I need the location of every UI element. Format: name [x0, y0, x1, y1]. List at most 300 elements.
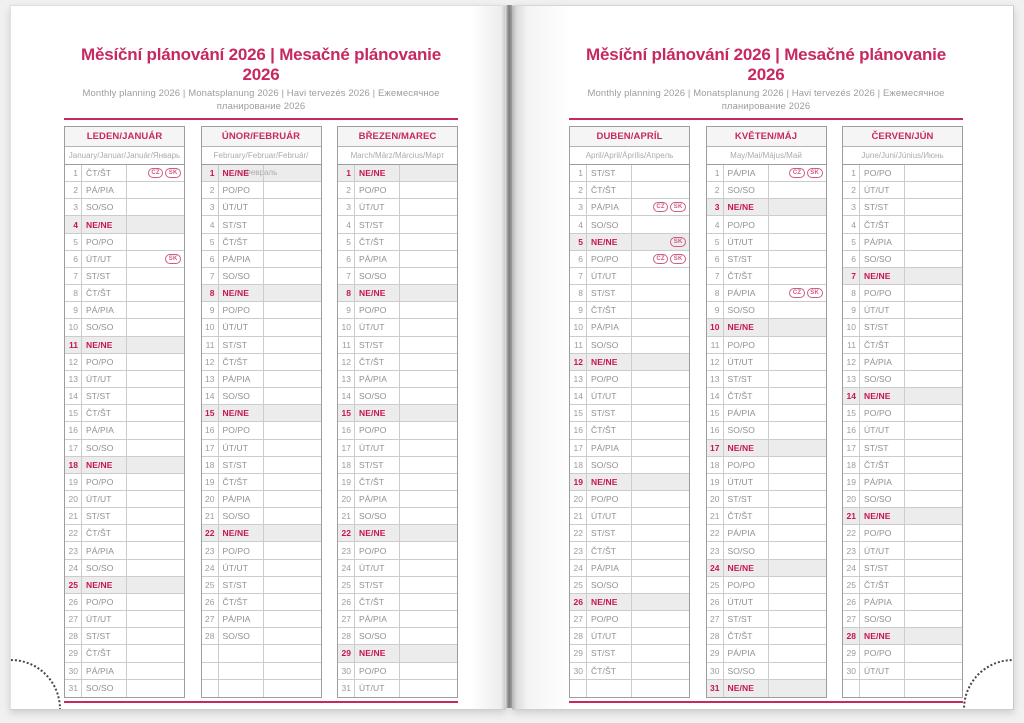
day-row [65, 594, 184, 611]
day-number: 10 [65, 319, 82, 335]
day-number: 20 [202, 491, 219, 507]
day-number: 3 [707, 199, 724, 215]
day-number: 3 [338, 199, 355, 215]
day-number: 4 [707, 216, 724, 232]
day-row [202, 388, 321, 405]
day-number: 26 [570, 594, 587, 610]
day-row [202, 268, 321, 285]
day-row [707, 199, 826, 216]
day-row [202, 645, 321, 662]
day-note-area [127, 354, 184, 370]
day-of-week: SO/SO [82, 319, 127, 335]
day-note-area [905, 491, 962, 507]
day-row [570, 560, 689, 577]
day-of-week: PO/PO [355, 663, 400, 679]
day-of-week: ST/ST [860, 560, 905, 576]
sk-holiday-badge: SK [807, 168, 823, 178]
day-note-area [400, 577, 457, 593]
day-of-week: ČT/ŠT [587, 663, 632, 679]
day-row [570, 680, 689, 697]
day-note-area [264, 405, 321, 421]
day-row [65, 440, 184, 457]
day-number: 18 [843, 457, 860, 473]
sk-holiday-badge: SK [670, 237, 686, 247]
day-note-area [769, 251, 826, 267]
day-note-area [632, 628, 689, 644]
day-note-area [264, 645, 321, 661]
day-of-week: ÚT/UT [860, 542, 905, 558]
day-note-area [400, 337, 457, 353]
perforation-dots-left [10, 659, 61, 710]
day-note-area [127, 302, 184, 318]
day-of-week: NE/NE [355, 525, 400, 541]
day-of-week: ÚT/UT [355, 440, 400, 456]
day-row [570, 302, 689, 319]
day-row [707, 645, 826, 662]
day-number: 16 [338, 422, 355, 438]
day-of-week: ST/ST [82, 268, 127, 284]
day-number: 8 [843, 285, 860, 301]
day-number: 13 [65, 371, 82, 387]
day-row [570, 251, 689, 268]
day-note-area [632, 508, 689, 524]
day-row [843, 457, 962, 474]
month-name: DUBEN/APRÍL [570, 127, 689, 147]
day-of-week: ČT/ŠT [860, 216, 905, 232]
day-of-week: NE/NE [355, 285, 400, 301]
day-note-area [127, 268, 184, 284]
day-of-week: ST/ST [355, 337, 400, 353]
day-row [202, 285, 321, 302]
day-number: 14 [338, 388, 355, 404]
day-number: 11 [202, 337, 219, 353]
month-subtitle: June/Juni/Június/Июнь [843, 147, 962, 165]
day-note-area [264, 216, 321, 232]
day-note-area [264, 440, 321, 456]
day-row [707, 388, 826, 405]
day-note-area [264, 371, 321, 387]
day-of-week: PO/PO [355, 542, 400, 558]
day-row [338, 457, 457, 474]
day-row [843, 422, 962, 439]
day-row [707, 285, 826, 302]
day-row [707, 234, 826, 251]
day-number: 14 [843, 388, 860, 404]
day-number: 30 [570, 663, 587, 679]
month-name: ČERVEN/JÚN [843, 127, 962, 147]
day-of-week: SO/SO [587, 216, 632, 232]
day-row [843, 611, 962, 628]
day-number: 24 [338, 560, 355, 576]
day-row [843, 302, 962, 319]
day-row [707, 405, 826, 422]
day-row [843, 234, 962, 251]
day-row [202, 680, 321, 697]
top-rule [569, 118, 963, 120]
day-note-area [769, 422, 826, 438]
day-of-week: PO/PO [82, 354, 127, 370]
day-note-area [400, 234, 457, 250]
day-number: 31 [338, 680, 355, 697]
sk-holiday-badge: SK [807, 288, 823, 298]
day-number: 6 [65, 251, 82, 267]
day-note-area [127, 474, 184, 490]
day-row [570, 405, 689, 422]
day-number: 5 [338, 234, 355, 250]
day-row [65, 645, 184, 662]
day-row [570, 440, 689, 457]
day-number: 8 [570, 285, 587, 301]
day-row [202, 491, 321, 508]
day-of-week: PÁ/PIA [724, 645, 769, 661]
day-number: 5 [570, 234, 587, 250]
day-note-area [264, 234, 321, 250]
day-row [843, 542, 962, 559]
day-of-week: ST/ST [724, 371, 769, 387]
day-number: 19 [202, 474, 219, 490]
day-number: 11 [707, 337, 724, 353]
day-row [707, 216, 826, 233]
cz-holiday-badge: CZ [789, 168, 804, 178]
month-calendar [706, 126, 827, 698]
month-subtitle: May/Mai/Május/Май [707, 147, 826, 165]
day-number: 25 [65, 577, 82, 593]
day-row [843, 508, 962, 525]
day-of-week: NE/NE [724, 680, 769, 697]
day-of-week: ÚT/UT [82, 611, 127, 627]
cz-holiday-badge: CZ [789, 288, 804, 298]
day-note-area [127, 405, 184, 421]
day-of-week: NE/NE [587, 594, 632, 610]
day-note-area [905, 594, 962, 610]
page-subtitle: Monthly planning 2026 | Monatsplanung 2026 | Havi tervezés 2026 | Ежемесячное планирование 2026 [82, 88, 440, 112]
day-row [707, 457, 826, 474]
day-number: 30 [843, 663, 860, 679]
day-of-week [219, 680, 264, 697]
day-number: 1 [570, 165, 587, 181]
day-row [65, 422, 184, 439]
day-of-week: ÚT/UT [82, 491, 127, 507]
day-note-area [400, 663, 457, 679]
day-row [202, 508, 321, 525]
day-note-area [400, 405, 457, 421]
day-note-area [400, 319, 457, 335]
day-of-week: PÁ/PIA [82, 182, 127, 198]
day-of-week: ČT/ŠT [587, 422, 632, 438]
day-row [570, 474, 689, 491]
month-calendar [64, 126, 185, 698]
day-of-week: NE/NE [82, 337, 127, 353]
day-of-week: ST/ST [219, 337, 264, 353]
day-of-week: SO/SO [82, 680, 127, 697]
day-row [338, 611, 457, 628]
day-number: 6 [338, 251, 355, 267]
day-row [707, 182, 826, 199]
day-of-week: ST/ST [219, 216, 264, 232]
day-note-area [400, 422, 457, 438]
month-calendar [201, 126, 322, 698]
day-row [570, 371, 689, 388]
day-number: 2 [843, 182, 860, 198]
day-note-area [264, 285, 321, 301]
day-number: 25 [707, 577, 724, 593]
day-row [65, 542, 184, 559]
day-row [65, 491, 184, 508]
day-number: 24 [843, 560, 860, 576]
day-number: 9 [202, 302, 219, 318]
day-of-week: PÁ/PIA [860, 354, 905, 370]
day-row [202, 525, 321, 542]
day-note-area [769, 663, 826, 679]
day-number: 20 [707, 491, 724, 507]
day-note-area [769, 577, 826, 593]
day-number: 21 [338, 508, 355, 524]
day-row [570, 216, 689, 233]
day-number: 19 [570, 474, 587, 490]
day-number: 30 [707, 663, 724, 679]
day-of-week: ÚT/UT [587, 268, 632, 284]
day-of-week: SO/SO [355, 508, 400, 524]
day-of-week: PÁ/PIA [219, 371, 264, 387]
day-note-area [769, 285, 826, 301]
day-row [843, 577, 962, 594]
day-note-area [769, 474, 826, 490]
month-name: KVĚTEN/MÁJ [707, 127, 826, 147]
day-note-area [400, 440, 457, 456]
day-number: 25 [338, 577, 355, 593]
day-number: 18 [202, 457, 219, 473]
day-of-week: ČT/ŠT [355, 474, 400, 490]
day-number: 1 [65, 165, 82, 181]
day-number: 26 [707, 594, 724, 610]
day-note-area [769, 611, 826, 627]
day-of-week [219, 663, 264, 679]
day-of-week: PO/PO [355, 302, 400, 318]
day-of-week: PÁ/PIA [724, 525, 769, 541]
month-calendar [569, 126, 690, 698]
day-of-week: PÁ/PIA [587, 560, 632, 576]
day-of-week: ÚT/UT [860, 663, 905, 679]
day-number: 19 [843, 474, 860, 490]
day-of-week: ČT/ŠT [355, 234, 400, 250]
day-number: 13 [202, 371, 219, 387]
day-row [338, 388, 457, 405]
day-number: 31 [707, 680, 724, 697]
day-note-area [769, 337, 826, 353]
day-number: 28 [707, 628, 724, 644]
day-of-week: SO/SO [82, 440, 127, 456]
day-row [202, 440, 321, 457]
day-number: 11 [338, 337, 355, 353]
day-row [570, 182, 689, 199]
day-row [202, 302, 321, 319]
day-of-week: ÚT/UT [724, 594, 769, 610]
day-of-week: ST/ST [587, 525, 632, 541]
day-note-area [264, 165, 321, 181]
day-note-area [905, 680, 962, 697]
day-note-area [127, 422, 184, 438]
day-number: 15 [570, 405, 587, 421]
day-of-week: ÚT/UT [355, 560, 400, 576]
day-of-week: ÚT/UT [860, 182, 905, 198]
day-number: 18 [707, 457, 724, 473]
day-number: 17 [843, 440, 860, 456]
day-note-area [400, 645, 457, 661]
day-number: 14 [65, 388, 82, 404]
day-row [202, 611, 321, 628]
day-of-week: PO/PO [82, 474, 127, 490]
day-of-week: SO/SO [724, 422, 769, 438]
day-note-area [769, 182, 826, 198]
day-note-area [264, 182, 321, 198]
day-of-week: ÚT/UT [860, 302, 905, 318]
month-days [338, 165, 457, 697]
day-number: 11 [570, 337, 587, 353]
day-note-area [632, 611, 689, 627]
day-number: 17 [65, 440, 82, 456]
day-row [338, 560, 457, 577]
day-of-week: ČT/ŠT [82, 285, 127, 301]
day-note-area [905, 354, 962, 370]
day-note-area [632, 268, 689, 284]
day-number: 22 [570, 525, 587, 541]
day-note-area [769, 388, 826, 404]
day-of-week: ČT/ŠT [219, 234, 264, 250]
day-row [65, 234, 184, 251]
day-of-week: PÁ/PIA [860, 474, 905, 490]
day-row [202, 319, 321, 336]
day-row [65, 457, 184, 474]
day-note-area [400, 371, 457, 387]
sk-holiday-badge: SK [165, 168, 181, 178]
day-row [65, 302, 184, 319]
page-left [10, 5, 506, 710]
day-row [843, 371, 962, 388]
day-number: 22 [65, 525, 82, 541]
day-row [843, 645, 962, 662]
day-note-area [769, 680, 826, 697]
day-number: 4 [570, 216, 587, 232]
day-number: 7 [338, 268, 355, 284]
day-of-week: NE/NE [724, 440, 769, 456]
sk-holiday-badge: SK [670, 202, 686, 212]
day-number: 1 [843, 165, 860, 181]
day-number: 5 [65, 234, 82, 250]
day-row [338, 440, 457, 457]
day-of-week: ÚT/UT [355, 199, 400, 215]
day-of-week: ÚT/UT [587, 628, 632, 644]
day-note-area [127, 663, 184, 679]
day-note-area [769, 594, 826, 610]
day-note-area [264, 542, 321, 558]
day-note-area [905, 560, 962, 576]
day-number: 15 [338, 405, 355, 421]
day-note-area [127, 508, 184, 524]
day-of-week: PÁ/PIA [219, 251, 264, 267]
day-number: 21 [843, 508, 860, 524]
day-note-area [400, 354, 457, 370]
day-of-week: SO/SO [219, 268, 264, 284]
day-of-week: ČT/ŠT [724, 268, 769, 284]
day-number: 14 [707, 388, 724, 404]
day-note-area [127, 165, 184, 181]
day-of-week: SO/SO [587, 457, 632, 473]
day-of-week [587, 680, 632, 697]
day-number: 26 [338, 594, 355, 610]
day-number: 10 [570, 319, 587, 335]
day-of-week: ST/ST [82, 628, 127, 644]
day-row [202, 165, 321, 182]
day-note-area [127, 560, 184, 576]
day-row [65, 628, 184, 645]
day-note-area [264, 525, 321, 541]
day-row [338, 234, 457, 251]
day-of-week: ST/ST [587, 165, 632, 181]
day-number: 16 [202, 422, 219, 438]
day-row [338, 216, 457, 233]
day-row [65, 354, 184, 371]
day-number: 6 [843, 251, 860, 267]
day-of-week: ÚT/UT [219, 440, 264, 456]
day-note-area [264, 422, 321, 438]
day-row [570, 525, 689, 542]
day-note-area [127, 525, 184, 541]
day-number: 28 [843, 628, 860, 644]
day-of-week: ÚT/UT [587, 508, 632, 524]
day-row [65, 337, 184, 354]
day-row [338, 199, 457, 216]
day-of-week: ST/ST [860, 319, 905, 335]
day-row [65, 268, 184, 285]
day-note-area [400, 560, 457, 576]
day-number: 31 [65, 680, 82, 697]
day-of-week: PO/PO [355, 182, 400, 198]
day-number: 19 [65, 474, 82, 490]
day-row [707, 542, 826, 559]
day-note-area [769, 542, 826, 558]
day-row [707, 508, 826, 525]
day-of-week: NE/NE [82, 577, 127, 593]
day-row [707, 594, 826, 611]
day-note-area [905, 525, 962, 541]
day-number: 10 [707, 319, 724, 335]
day-number: 12 [338, 354, 355, 370]
day-note-area [264, 354, 321, 370]
day-row [202, 663, 321, 680]
day-number: 4 [843, 216, 860, 232]
month-subtitle: April/April/Április/Апрель [570, 147, 689, 165]
day-note-area [632, 645, 689, 661]
day-of-week: ÚT/UT [724, 354, 769, 370]
day-number: 22 [202, 525, 219, 541]
day-number: 16 [570, 422, 587, 438]
day-of-week: NE/NE [860, 388, 905, 404]
day-note-area [264, 199, 321, 215]
day-number [843, 680, 860, 697]
day-number: 9 [65, 302, 82, 318]
day-number: 29 [338, 645, 355, 661]
day-row [338, 594, 457, 611]
day-note-area [905, 319, 962, 335]
day-row [843, 182, 962, 199]
day-row [843, 594, 962, 611]
day-row [570, 234, 689, 251]
day-row [570, 199, 689, 216]
day-number: 27 [338, 611, 355, 627]
day-number [202, 663, 219, 679]
day-number: 27 [570, 611, 587, 627]
day-row [65, 577, 184, 594]
